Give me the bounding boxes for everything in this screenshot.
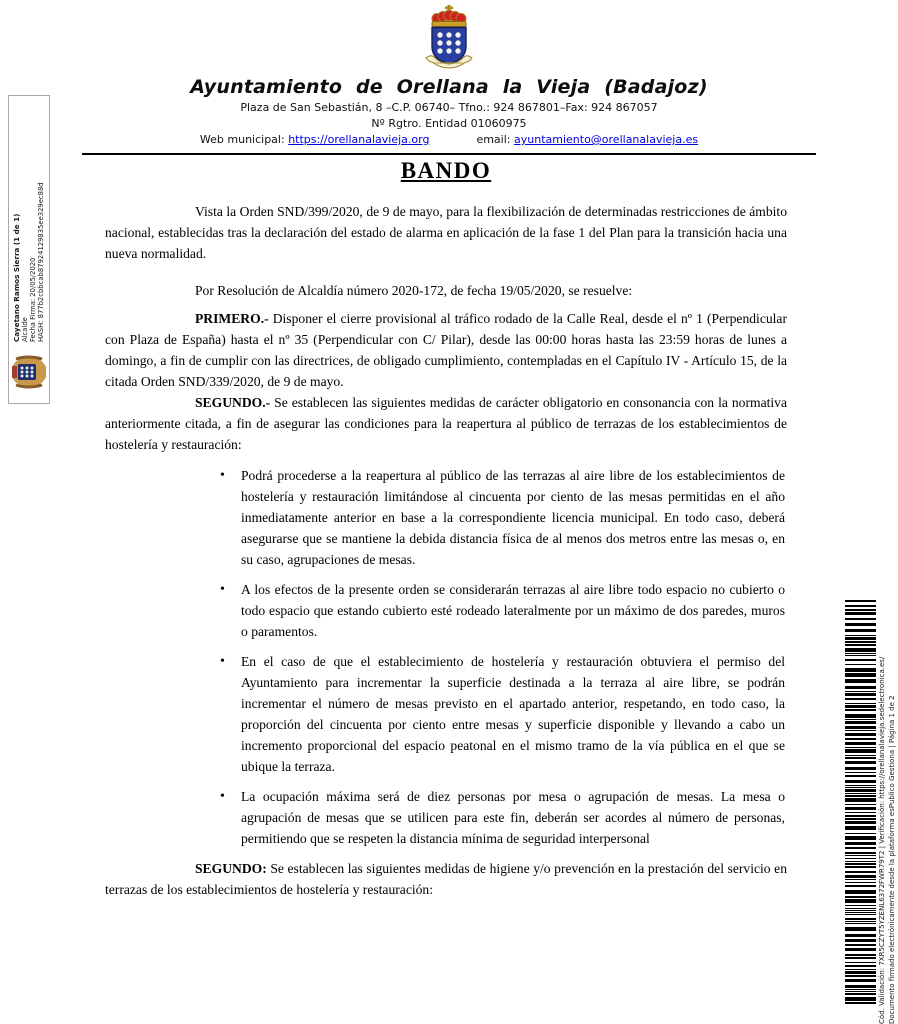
signature-hash: HASH: 877b2cbbcab87924129835ee329ec88d (37, 182, 45, 342)
contact-line (0, 133, 898, 146)
paragraph-segundo-higiene: SEGUNDO: Se establecen las siguientes medidas de higiene y/o prevención en la prestación del servicio en terrazas de los establecimientos de hostelería y restauración: (105, 861, 787, 897)
web-label: Web municipal: (199, 133, 285, 146)
address-line: Plaza de San Sebastián, 8 –C.P. 06740– Tfno.: 924 867801–Fax: 924 867057 (240, 101, 658, 114)
municipality-name: Ayuntamiento de Orellana la Vieja (Badajoz) (190, 76, 708, 98)
document-body (105, 150, 787, 900)
bullet-item: • Podrá procederse a la reapertura al público de las terrazas al aire libre de los establecimientos de hostelería y restauración limitándose al cincuenta por ciento de las mesas permitidas en el año inmediatamente anterior en base a la correspondiente licencia municipal. En todo caso, deberá asegurarse que se mantiene la debida distancia física de al menos dos metros entre las mesas o, en su caso, agrupaciones de mesas. (218, 465, 785, 570)
verification-text-block (877, 604, 897, 1024)
platform-page-line: Documento firmado electrónicamente desde la plataforma esPublico Gestiona | Página 1 de 2 (888, 695, 896, 1024)
municipal-website-link[interactable]: https://orellanalavieja.org (288, 133, 430, 146)
coat-of-arms (420, 5, 478, 69)
bullet-item: • La ocupación máxima será de diez personas por mesa o agrupación de mesas. La mesa o agrupación de mesas que se utilicen para este fin, deberán ser acordes al número de personas, permitiendo que se respeten la distancia mínima de seguridad interpersonal (218, 786, 785, 849)
paragraph-lead: SEGUNDO.- (195, 395, 271, 410)
document-title: BANDO (400, 158, 492, 183)
paragraph-vista: Vista la Orden SND/399/2020, de 9 de mayo, para la flexibilización de determinadas restricciones de ámbito nacional, establecidas tras la declaración del estado de alarma en aplicación de la fase 1 del Plan para la transición hacia una nueva normalidad. (105, 204, 787, 261)
paragraph-segundo: SEGUNDO.- Se establecen las siguientes medidas de carácter obligatorio en consonancia con la normativa anteriormente citada, a fin de asegurar las condiciones para la reapertura al público de terrazas de los establecimientos de hostelería y restauración: (105, 395, 787, 452)
validation-code-line: Cód. Validación: 7XR5CZYT5YZENL6372FWR79T2 | Verificación: https://orellanalavieja.sedelectronica.es/ (878, 656, 886, 1024)
stamp-icon (12, 349, 46, 395)
registry-line: Nº Rgtro. Entidad 01060975 (371, 117, 527, 130)
letterhead (0, 0, 898, 155)
email-label: email: (476, 133, 511, 146)
paragraph-lead: PRIMERO.- (195, 311, 269, 326)
bullet-item: • A los efectos de la presente orden se considerarán terrazas al aire libre todo espacio no cubierto o todo espacio que estando cubierto esté rodeado lateralmente por un máximo de dos paredes, muros o paramentos. (218, 579, 785, 642)
paragraph-primero: PRIMERO.- Disponer el cierre provisional al tráfico rodado de la Calle Real, desde el nº 1 (Perpendicular con Plaza de España) hasta el nº 35 (Perpendicular con C/ Pilar), desde las 00:00 horas hasta las 23:59 horas de lunes a domingo, a fin de cumplir con las directrices, de obligado cumplimiento, contempladas en el Capítulo IV - Artículo 15, de la citada Orden SND/339/2020, de 9 de mayo. (105, 311, 787, 389)
bullet-list (105, 465, 787, 849)
signer-name: Cayetano Ramos Sierra (1 de 1) (12, 213, 21, 342)
barcode (845, 600, 876, 1007)
email-link[interactable]: ayuntamiento@orellanalavieja.es (514, 133, 699, 146)
paragraph-lead: SEGUNDO: (195, 861, 267, 876)
bullet-item: • En el caso de que el establecimiento de hostelería y restauración obtuviera el permiso del Ayuntamiento para incrementar la superficie destinada a la terraza al aire libre, se podrán incrementar el número de mesas previsto en el apartado anterior, respetando, en todo caso, la proporción del cincuenta por ciento entre mesas y superficie disponible y llevando a cabo un incremento proporcional del espacio peatonal en el mismo tramo de la vía pública en el que se ubique la terraza. (218, 651, 785, 777)
signature-date: Fecha Firma: 20/05/2020 (29, 257, 37, 342)
signer-role: Alcalde (21, 317, 29, 342)
paragraph-resolucion: Por Resolución de Alcaldía número 2020-172, de fecha 19/05/2020, se resuelve: (195, 283, 633, 298)
